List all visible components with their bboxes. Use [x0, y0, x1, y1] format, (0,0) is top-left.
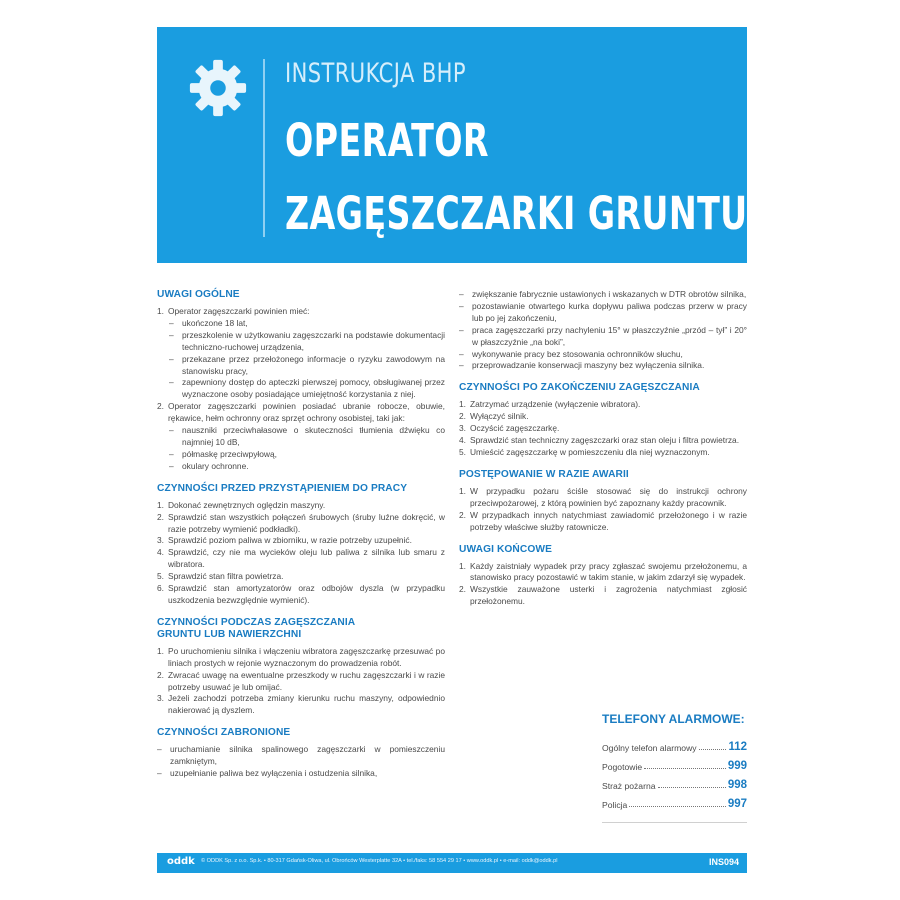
- list-item: – okulary ochronne.: [169, 460, 249, 471]
- list-item: 2. Wyłączyć silnik.: [459, 411, 529, 422]
- phone-row: Policja 997: [602, 798, 747, 810]
- list-item: – zwiększanie fabrycznie ustawionych i wskazanych w DTR obrotów silnika,: [459, 289, 747, 299]
- list-item: – uzupełnianie paliwa bez wyłączenia i ostudzenia silnika,: [157, 768, 378, 779]
- phones-heading: TELEFONY ALARMOWE:: [602, 712, 745, 726]
- phone-number: 112: [728, 741, 747, 753]
- section-heading: CZYNNOŚCI PODCZAS ZAGĘSZCZANIA GRUNTU LUB NAWIERZCHNI: [157, 616, 356, 640]
- phone-row: Pogotowie 999: [602, 760, 747, 772]
- list-item: – przeprowadzanie konserwacji maszyny bez wyłączenia silnika.: [459, 360, 705, 371]
- footer-contact: © ODDK Sp. z o.o. Sp.k. • 80-317 Gdańsk-Oliwa, ul. Obrońców Westerplatte 32A • tel./faks: 58 554 29 17 • www.oddk.pl • e-mail: oddk@oddk.pl: [201, 858, 558, 864]
- section-forbidden-continued: [459, 289, 747, 372]
- list-item: 5. Sprawdzić stan filtra powietrza.: [157, 571, 284, 582]
- list-item: – wykonywanie pracy bez stosowania ochronników słuchu,: [459, 348, 683, 359]
- list-item: – uruchamianie silnika spalinowego zagęszczarki w pomieszczeniu zamkniętym,: [157, 744, 445, 767]
- header-banner: [157, 27, 747, 263]
- document-code: INS094: [708, 857, 739, 867]
- title-line-1: OPERATOR: [285, 114, 489, 167]
- list-item: 1. Po uruchomieniu silnika i włączeniu wibratora zagęszczarkę przesuwać po liniach prostych w rejonie wyznaczonym do prowadzenia robót.: [157, 645, 445, 668]
- section-general: [157, 289, 445, 473]
- section-heading: UWAGI OGÓLNE: [157, 289, 240, 300]
- section-heading: UWAGI KOŃCOWE: [459, 543, 552, 555]
- list-item: – przekazane przez przełożonego informacje o ryzyku zawodowym na stanowisku pracy,: [169, 353, 445, 376]
- phones-divider: [602, 822, 747, 823]
- list-item: 2. Zwracać uwagę na ewentualne przeszkody w ruchu zagęszczarki i w razie potrzeby usuwać je lub omijać.: [157, 669, 445, 692]
- section-final-remarks: [459, 544, 747, 609]
- list-item: 1. Operator zagęszczarki powinien mieć:: [157, 306, 310, 316]
- list-item: 4. Sprawdzić, czy nie ma wycieków oleju lub paliwa z silnika lub smaru z wibratora.: [157, 547, 445, 570]
- list-item: 2. Operator zagęszczarki powinien posiadać ubranie robocze, obuwie, rękawice, hełm ochronny oraz sprzęt ochrony osobistej, taki jak:: [157, 401, 445, 424]
- list-item: – ukończone 18 lat,: [169, 317, 248, 328]
- list-item: – praca zagęszczarki przy nachyleniu 15° w płaszczyźnie „przód – tył” i 20° w płaszczyźnie „na boki”,: [459, 324, 747, 347]
- emergency-phones: [602, 712, 747, 823]
- instruction-sheet: [157, 27, 747, 879]
- list-item: – zapewniony dostęp do apteczki pierwszej pomocy, obsługiwanej przez wyznaczone osoby posiadające umiejętność korzystania z niej.: [169, 377, 445, 400]
- section-forbidden: [157, 727, 445, 780]
- section-heading: CZYNNOŚCI PO ZAKOŃCZENIU ZAGĘSZCZANIA: [459, 382, 700, 394]
- section-heading: CZYNNOŚCI ZABRONIONE: [157, 727, 291, 739]
- list-item: 6. Sprawdzić stan amortyzatorów oraz odbojów dyszla (w przypadku uszkodzenia bezwzględnie wymienić).: [157, 583, 445, 605]
- phone-row: Straż pożarna 998: [602, 779, 747, 791]
- list-item: 1. Każdy zaistniały wypadek przy pracy zgłaszać swojemu przełożonemu, a stanowisko pracy pozostawić w takim stanie, w jakim zdarzył się wypadek.: [459, 560, 747, 583]
- list-item: 2. Wszystkie zauważone usterki i zagrożenia natychmiast zgłosić przełożonemu.: [459, 584, 747, 607]
- phone-number: 998: [727, 779, 747, 791]
- list-item: 5. Umieścić zagęszczarkę w pomieszczeniu dla niej wyznaczonym.: [459, 446, 710, 457]
- section-before-work: [157, 483, 445, 607]
- list-item: 1. W przypadku pożaru ściśle stosować się do instrukcji ochrony przeciwpożarowej, z którą powinien być zapoznany każdy pracownik.: [459, 485, 747, 508]
- right-column: [459, 289, 747, 618]
- gear-icon: [187, 57, 249, 119]
- list-item: 2. Sprawdzić stan wszystkich połączeń śrubowych (śruby luźne dokręcić, w razie potrzeby wymienić podkładki).: [157, 511, 445, 534]
- header-divider: [263, 59, 265, 237]
- phone-number: 997: [727, 798, 747, 810]
- oddk-logo: oddk: [167, 856, 195, 867]
- phone-number: 999: [727, 760, 747, 772]
- list-item: – nauszniki przeciwhałasowe o skuteczności tłumienia dźwięku co najmniej 10 dB,: [169, 425, 445, 447]
- list-item: 3. Oczyścić zagęszczarkę.: [459, 423, 560, 434]
- section-during-work: [157, 617, 445, 717]
- section-heading: POSTĘPOWANIE W RAZIE AWARII: [459, 468, 629, 480]
- list-item: – pozostawianie otwartego kurka dopływu paliwa podczas przerw w pracy lub po jej zakończeniu,: [459, 300, 747, 323]
- list-item: – przeszkolenie w użytkowaniu zagęszczarki na podstawie dokumentacji techniczno-ruchowej urządzenia,: [169, 329, 445, 352]
- section-emergency: [459, 469, 747, 534]
- list-item: 2. W przypadkach innych natychmiast zawiadomić przełożonego i w razie potrzeby właściwe służby ratownicze.: [459, 509, 747, 532]
- document-type: INSTRUKCJA BHP: [285, 58, 466, 89]
- title-line-2: ZAGĘSZCZARKI GRUNTU: [285, 187, 748, 240]
- section-heading: CZYNNOŚCI PRZED PRZYSTĄPIENIEM DO PRACY: [157, 482, 408, 494]
- list-item: 4. Sprawdzić stan techniczny zagęszczarki oraz stan oleju i filtra powietrza.: [459, 435, 740, 446]
- list-item: 1. Dokonać zewnętrznych oględzin maszyny.: [157, 499, 326, 510]
- list-item: 3. Sprawdzić poziom paliwa w zbiorniku, w razie potrzeby uzupełnić.: [157, 535, 412, 546]
- phone-row: Ogólny telefon alarmowy 112: [602, 741, 747, 753]
- footer-bar: [157, 853, 747, 873]
- list-item: 1. Zatrzymać urządzenie (wyłączenie wibratora).: [459, 399, 641, 410]
- left-column: [157, 289, 445, 790]
- list-item: 3. Jeżeli zachodzi potrzeba zmiany kierunku ruchu maszyny, odpowiednio nakierować ją dyszlem.: [157, 693, 445, 716]
- list-item: – półmaskę przeciwpyłową,: [169, 448, 277, 459]
- section-after-work: [459, 382, 747, 459]
